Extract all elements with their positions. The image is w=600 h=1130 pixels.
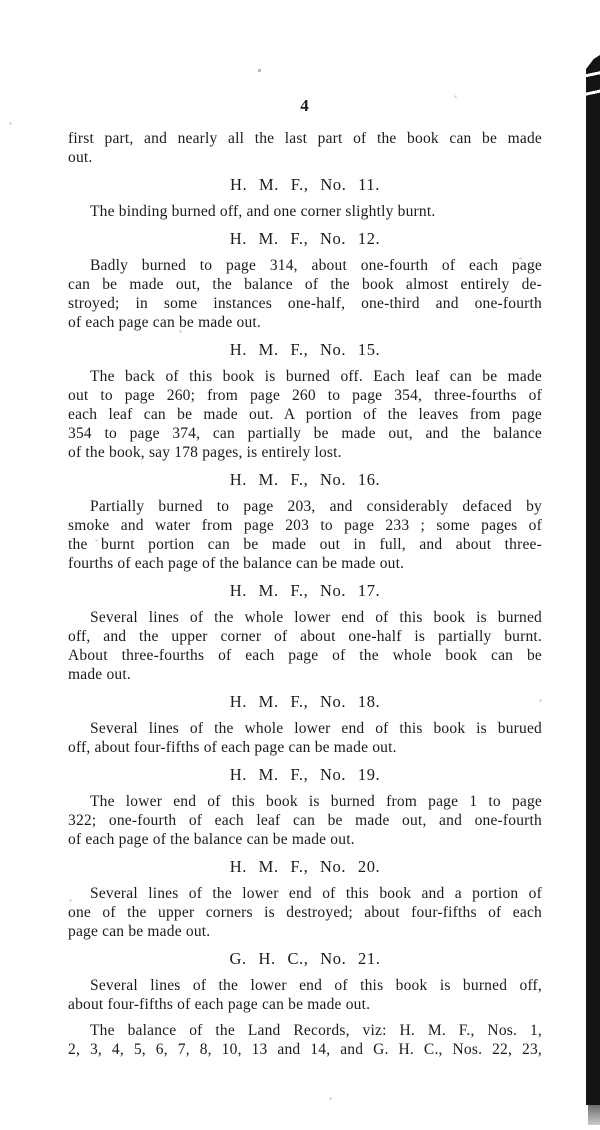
section-heading: H. M. F., No. 15. — [229, 340, 381, 359]
text-line: Several lines of the whole lower end of this book is burned — [90, 609, 542, 626]
text-line: one of the upper corners is destroyed; about four-fifths of each — [68, 904, 542, 921]
book-edge-shadow — [586, 55, 600, 1105]
book-edge-tail — [588, 1105, 600, 1125]
text-line: of each page can be made out. — [68, 314, 261, 331]
book-edge-stripes — [586, 67, 600, 107]
text-line: The back of this book is burned off. Each leaf can be made — [90, 368, 542, 385]
section-heading: H. M. F., No. 17. — [229, 581, 381, 600]
section-heading: H. M. F., No. 11. — [230, 175, 380, 194]
text-line: made out. — [68, 666, 131, 683]
text-line: The binding burned off, and one corner slightly burnt. — [90, 203, 436, 220]
paragraph — [68, 719, 542, 757]
text-line: each leaf can be made out. A portion of the leaves from page — [68, 406, 542, 423]
text-line: off, about four-fifths of each page can be made out. — [68, 739, 397, 756]
section-heading: H. M. F., No. 20. — [229, 857, 381, 876]
paragraph — [68, 976, 542, 1014]
section-heading: H. M. F., No. 18. — [229, 692, 381, 711]
text-line: of each page of the balance can be made out. — [68, 831, 355, 848]
text-line: 354 to page 374, can partially be made out, and the balance — [68, 425, 542, 442]
text-line: Several lines of the lower end of this book is burned off, — [90, 977, 542, 994]
paragraph — [68, 256, 542, 332]
text-line: fourths of each page of the balance can be made out. — [68, 555, 405, 572]
scanned-page — [68, 96, 542, 1066]
paragraph — [68, 129, 542, 167]
text-line: smoke and water from page 203 to page 233 ; some pages of — [68, 517, 542, 534]
section-heading: G. H. C., No. 21. — [229, 949, 381, 968]
paragraph — [68, 367, 542, 462]
text-line: Several lines of the whole lower end of this book is burued — [90, 720, 542, 737]
paragraph — [68, 792, 542, 849]
text-line: off, and the upper corner of about one-half is partially burnt. — [68, 628, 542, 645]
text-line: page can be made out. — [68, 923, 211, 940]
section-heading: H. M. F., No. 16. — [229, 470, 381, 489]
text-line: out to page 260; from page 260 to page 354, three-fourths of — [68, 387, 542, 404]
text-line: stroyed; in some instances one-half, one-third and one-fourth — [68, 295, 542, 312]
text-line: Badly burned to page 314, about one-fourth of each page — [90, 257, 542, 274]
paragraph — [68, 884, 542, 941]
paragraph — [68, 202, 542, 221]
section-heading: H. M. F., No. 12. — [229, 229, 381, 248]
page-sections — [68, 129, 542, 1059]
text-line: of the book, say 178 pages, is entirely lost. — [68, 444, 342, 461]
text-line: Partially burned to page 203, and considerably defaced by — [90, 498, 542, 515]
text-line: out. — [68, 149, 93, 166]
paragraph — [68, 497, 542, 573]
text-line: The balance of the Land Records, viz: H. M. F., Nos. 1, — [90, 1022, 542, 1039]
section-heading: H. M. F., No. 19. — [229, 765, 381, 784]
text-line: 322; one-fourth of each leaf can be made out, and one-fourth — [68, 812, 542, 829]
paragraph — [68, 1021, 542, 1059]
text-line: can be made out, the balance of the book almost entirely de- — [68, 276, 542, 293]
scan-noise — [0, 0, 1, 1]
text-line: about four-fifths of each page can be made out. — [68, 996, 371, 1013]
page-number: 4 — [300, 96, 310, 115]
text-line: Several lines of the lower end of this book and a portion of — [90, 885, 542, 902]
paragraph — [68, 608, 542, 684]
text-line: the burnt portion can be made out in full, and about three- — [68, 536, 542, 553]
text-line: 2, 3, 4, 5, 6, 7, 8, 10, 13 and 14, and G. H. C., Nos. 22, 23, — [68, 1041, 542, 1058]
text-line: About three-fourths of each page of the whole book can be — [68, 647, 542, 664]
text-line: first part, and nearly all the last part of the book can be made — [68, 130, 542, 147]
text-line: The lower end of this book is burned from page 1 to page — [90, 793, 542, 810]
